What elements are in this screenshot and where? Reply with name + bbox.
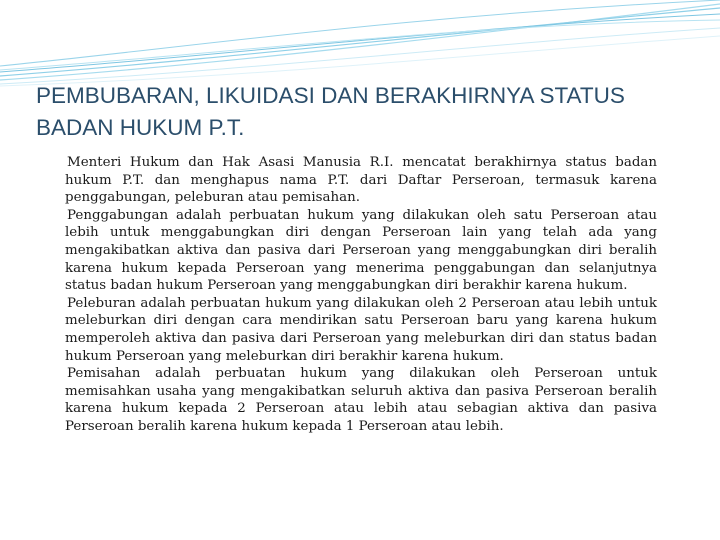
paragraph-penggabungan: Penggabungan adalah perbuatan hukum yang dilakukan oleh satu Perseroan atau lebih untuk menggabungkan diri dengan Perseroan lain yang telah ada yang mengakibatkan aktiva dan pasiva dari Perseroan yang menggabungkan diri beralih karena hukum kepada Perseroan yang menerima penggabungan dan selanjutnya status badan hukum Perseroan yang menggabungkan diri berakhir karena hukum. — [65, 207, 657, 294]
slide-title: PEMBUBARAN, LIKUIDASI DAN BERAKHIRNYA STATUS BADAN HUKUM P.T. — [36, 83, 625, 140]
paragraph-pencatatan: Menteri Hukum dan Hak Asasi Manusia R.I. mencatat berakhirnya status badan hukum P.T. dan menghapus nama P.T. dari Daftar Perseroan, termasuk karena penggabungan, peleburan atau pemisahan. — [65, 155, 657, 206]
paragraph-peleburan: Peleburan adalah perbuatan hukum yang dilakukan oleh 2 Perseroan atau lebih untuk meleburkan diri dengan cara mendirikan satu Perseroan baru yang karena hukum memperoleh aktiva dan pasiva dari Perseroan yang meleburkan diri dan status badan hukum Perseroan yang meleburkan diri berakhir karena hukum. — [65, 295, 657, 364]
header-wave-decoration — [0, 0, 720, 90]
slide-body — [65, 154, 657, 436]
paragraph-pemisahan: Pemisahan adalah perbuatan hukum yang dilakukan oleh Perseroan untuk memisahkan usaha yang mengakibatkan seluruh aktiva dan pasiva Perseroan beralih karena hukum kepada 2 Perseroan atau lebih atau sebagian aktiva dan pasiva Perseroan beralih karena hukum kepada 1 Perseroan atau lebih. — [65, 366, 657, 434]
